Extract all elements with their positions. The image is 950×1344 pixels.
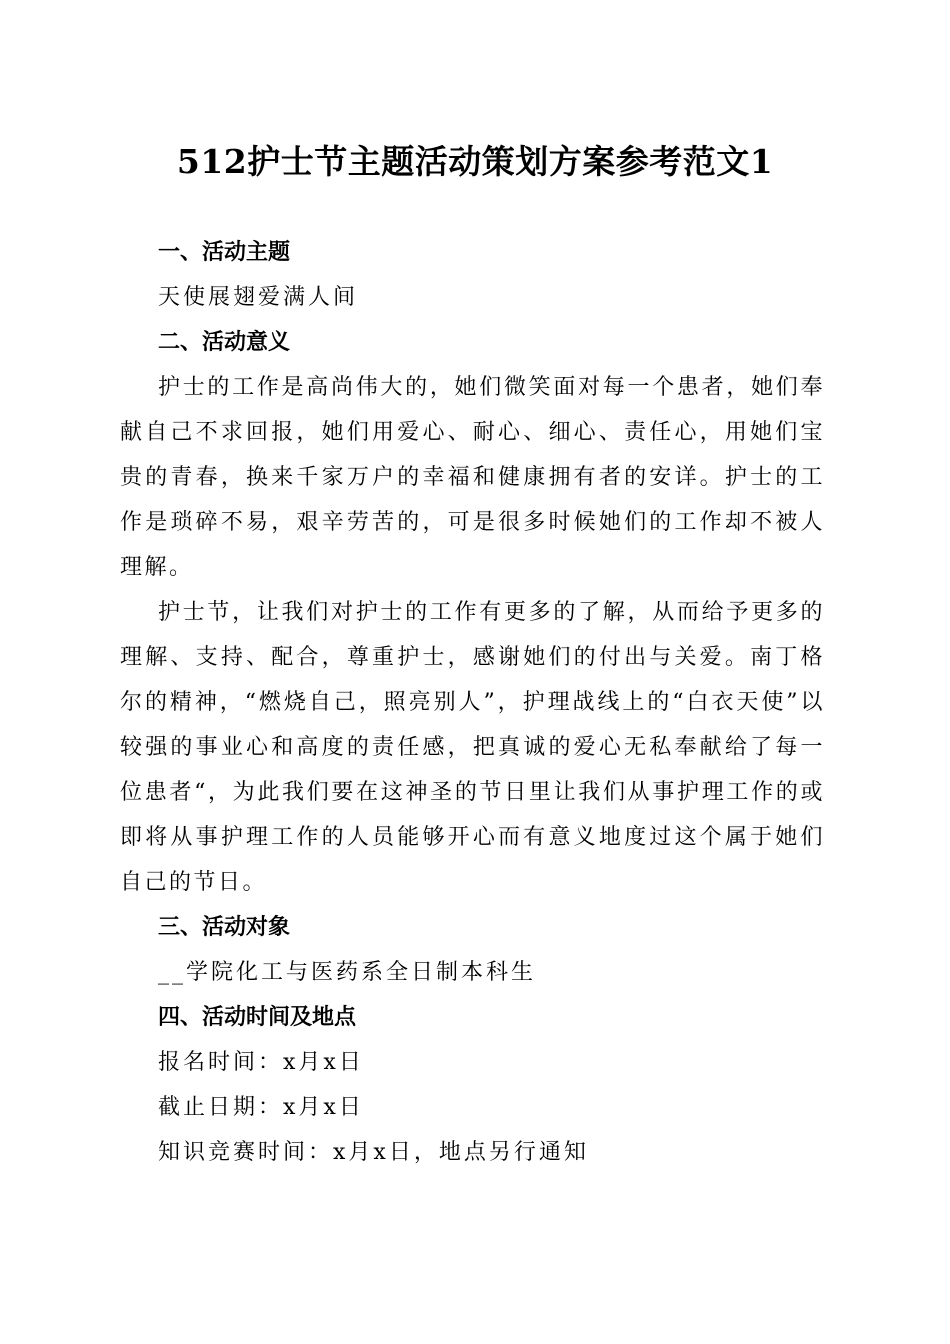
significance-paragraph-1: 护士的工作是高尚伟大的，她们微笑面对每一个患者，她们奉献自己不求回报，她们用爱心、耐心、细心、责任心，用她们宝贵的青春，换来千家万户的幸福和健康拥有者的安详。护士的工作是琐碎不易，艰辛劳苦的，可是很多时候她们的工作却不被人理解。: [120, 375, 825, 580]
contest-time: 知识竞赛时间：x月x日，地点另行通知: [158, 1140, 589, 1165]
registration-time: 报名时间：x月x日: [158, 1050, 364, 1075]
document-body: [120, 230, 825, 1175]
audience-text: __学院化工与医药系全日制本科生: [158, 960, 537, 985]
section-heading-theme: 一、活动主题: [158, 240, 291, 265]
theme-text: 天使展翅爱满人间: [158, 285, 359, 310]
section-heading-time-place: 四、活动时间及地点: [158, 1005, 357, 1030]
section-heading-significance: 二、活动意义: [158, 330, 291, 355]
deadline-date: 截止日期：x月x日: [158, 1095, 364, 1120]
document-title: 512护士节主题活动策划方案参考范文1: [176, 142, 774, 181]
significance-paragraph-2: 护士节，让我们对护士的工作有更多的了解，从而给予更多的理解、支持、配合，尊重护士，感谢她们的付出与关爱。南丁格尔的精神，“燃烧自己，照亮别人”，护理战线上的“白衣天使”以较强的事业心和高度的责任感，把真诚的爱心无私奉献给了每一位患者“，为此我们要在这神圣的节日里让我们从事护理工作的或即将从事护理工作的人员能够开心而有意义地度过这个属于她们自己的节日。: [120, 600, 825, 895]
section-heading-audience: 三、活动对象: [158, 915, 291, 940]
